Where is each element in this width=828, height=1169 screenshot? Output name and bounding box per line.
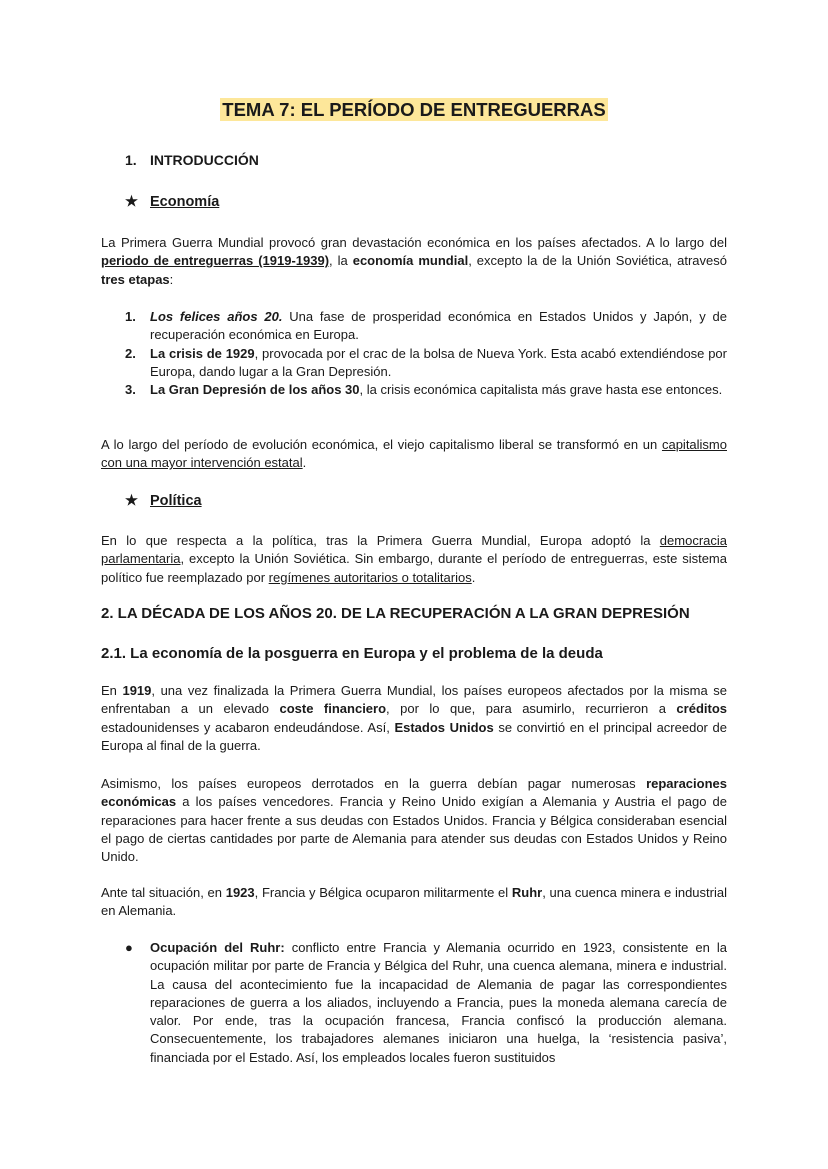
text-run: , excepto la Unión Soviética. Sin embargo, durante el período de entreguerras, este sistema político fue reemplazado por bbox=[101, 551, 727, 585]
paragraph-ruhr bbox=[101, 884, 727, 921]
text-run: La crisis de 1929 bbox=[150, 345, 255, 361]
text-run: , provocada por el crac de la bolsa de Nueva York. Esta acabó extendiéndose por Europa, dando lugar a la Gran Depresión. bbox=[150, 345, 727, 379]
text-run: se convirtió en el principal acreedor de Europa al final de la guerra. bbox=[101, 719, 727, 753]
text-run: , la bbox=[329, 253, 353, 269]
text-run: coste financiero bbox=[279, 701, 387, 717]
bullet-ocupacion-ruhr bbox=[101, 939, 727, 1067]
text-run: economía mundial bbox=[352, 253, 469, 269]
paragraph-politica bbox=[101, 532, 727, 587]
section-heading-2: 2. LA DÉCADA DE LOS AÑOS 20. DE LA RECUPERACIÓN A LA GRAN DEPRESIÓN bbox=[101, 605, 690, 622]
subheading-economia: ★ Economía bbox=[125, 194, 220, 210]
text-run: democracia parlamentaria bbox=[101, 533, 727, 567]
list-number: 3. bbox=[125, 382, 136, 398]
text-run: , Francia y Bélgica ocuparon militarmente el bbox=[254, 885, 512, 900]
text-run: En bbox=[101, 683, 123, 698]
text-run: créditos bbox=[676, 701, 727, 717]
text-run: Los felices años 20. bbox=[150, 309, 283, 324]
etapas-list bbox=[101, 308, 727, 399]
paragraph-economia-intro bbox=[101, 234, 727, 289]
text-run: , por lo que, para asumirlo, recurrieron a bbox=[386, 701, 677, 717]
text-run: A lo largo del período de evolución económica, el viejo capitalismo liberal se transformó en un bbox=[101, 437, 662, 452]
text-run: Ocupación del Ruhr: bbox=[150, 940, 285, 955]
text-run: tres etapas bbox=[101, 271, 170, 287]
text-run: 1919 bbox=[122, 683, 152, 698]
paragraph-deuda bbox=[101, 682, 727, 755]
text-run: : bbox=[169, 271, 174, 287]
text-run: 1923 bbox=[225, 885, 255, 900]
text-run: regímenes autoritarios o totalitarios bbox=[268, 569, 472, 585]
text-run: En lo que respecta a la política, tras la Primera Guerra Mundial, Europa adoptó la bbox=[101, 533, 660, 548]
section-heading-introduccion: 1. INTRODUCCIÓN bbox=[125, 152, 259, 168]
section-heading-2-1: 2.1. La economía de la posguerra en Europa y el problema de la deuda bbox=[101, 645, 603, 662]
paragraph-capitalismo bbox=[101, 436, 727, 473]
text-run: Una fase de prosperidad económica en Estados Unidos y Japón, y de recuperación económica en Europa. bbox=[150, 309, 727, 343]
star-icon: ★ bbox=[125, 493, 138, 509]
text-run: conflicto entre Francia y Alemania ocurrido en 1923, consistente en la ocupación militar por parte de Francia y Bélgica del Ruhr, una cuenca alemana, minera e industrial. La causa del acontecimiento fue la incapacidad de Alemania de pagar las correspondientes reparaciones de guerra a los aliados, incluyendo a Francia, pues la moneda alemana carecía de valor. Por ende, tras la ocupación francesa, Francia confiscó la producción alemana. Consecuentemente, los trabajadores alemanes iniciaron una huelga, la ‘resistencia pasiva’, financiada por el Estado. Así, los empleados locales fueron sustituidos bbox=[150, 940, 727, 1065]
text-run: periodo de entreguerras (1919-1939) bbox=[101, 253, 330, 269]
text-run: estadounidenses y acabaron endeudándose. Así, bbox=[101, 719, 395, 735]
text-run: reparaciones económicas bbox=[101, 776, 727, 810]
subheading-politica: ★ Política bbox=[125, 493, 202, 509]
list-item bbox=[101, 308, 727, 345]
star-icon: ★ bbox=[125, 194, 138, 210]
text-run: La Gran Depresión de los años 30 bbox=[150, 382, 360, 398]
paragraph-reparaciones bbox=[101, 775, 727, 866]
text-run: , excepto la de la Unión Soviética, atravesó bbox=[468, 253, 727, 269]
text-run: . bbox=[471, 569, 476, 585]
text-run: Ante tal situación, en bbox=[101, 885, 226, 900]
list-item bbox=[101, 381, 727, 399]
text-run: . bbox=[302, 455, 307, 471]
text-run: capitalismo con una mayor intervención estatal bbox=[101, 437, 727, 471]
list-number: 1. bbox=[125, 309, 136, 324]
text-run: Estados Unidos bbox=[394, 719, 494, 735]
list-number: 2. bbox=[125, 345, 136, 361]
text-run: , una cuenca minera e industrial en Alemania. bbox=[101, 885, 727, 919]
document-title: TEMA 7: EL PERÍODO DE ENTREGUERRAS bbox=[222, 99, 606, 120]
list-item bbox=[101, 345, 727, 382]
text-run: , una vez finalizada la Primera Guerra Mundial, los países europeos afectados por la misma se enfrentaban a un elevado bbox=[101, 683, 727, 717]
text-run: , la crisis económica capitalista más grave hasta ese entonces. bbox=[359, 382, 723, 398]
text-run: Ruhr bbox=[511, 885, 543, 900]
text-run: La Primera Guerra Mundial provocó gran devastación económica en los países afectados. A lo largo del bbox=[101, 235, 727, 250]
text-run: Asimismo, los países europeos derrotados en la guerra debían pagar numerosas bbox=[101, 776, 647, 791]
bullet-icon: ● bbox=[125, 940, 133, 955]
text-run: a los países vencedores. Francia y Reino Unido exigían a Alemania y Austria el pago de reparaciones para hacer frente a sus deudas con Estados Unidos. Francia y Bélgica consideraban esencial el pago de ciertas cantidades por parte de Alemania para atender sus deudas con Estados Unidos y Reino Unido. bbox=[101, 794, 727, 865]
